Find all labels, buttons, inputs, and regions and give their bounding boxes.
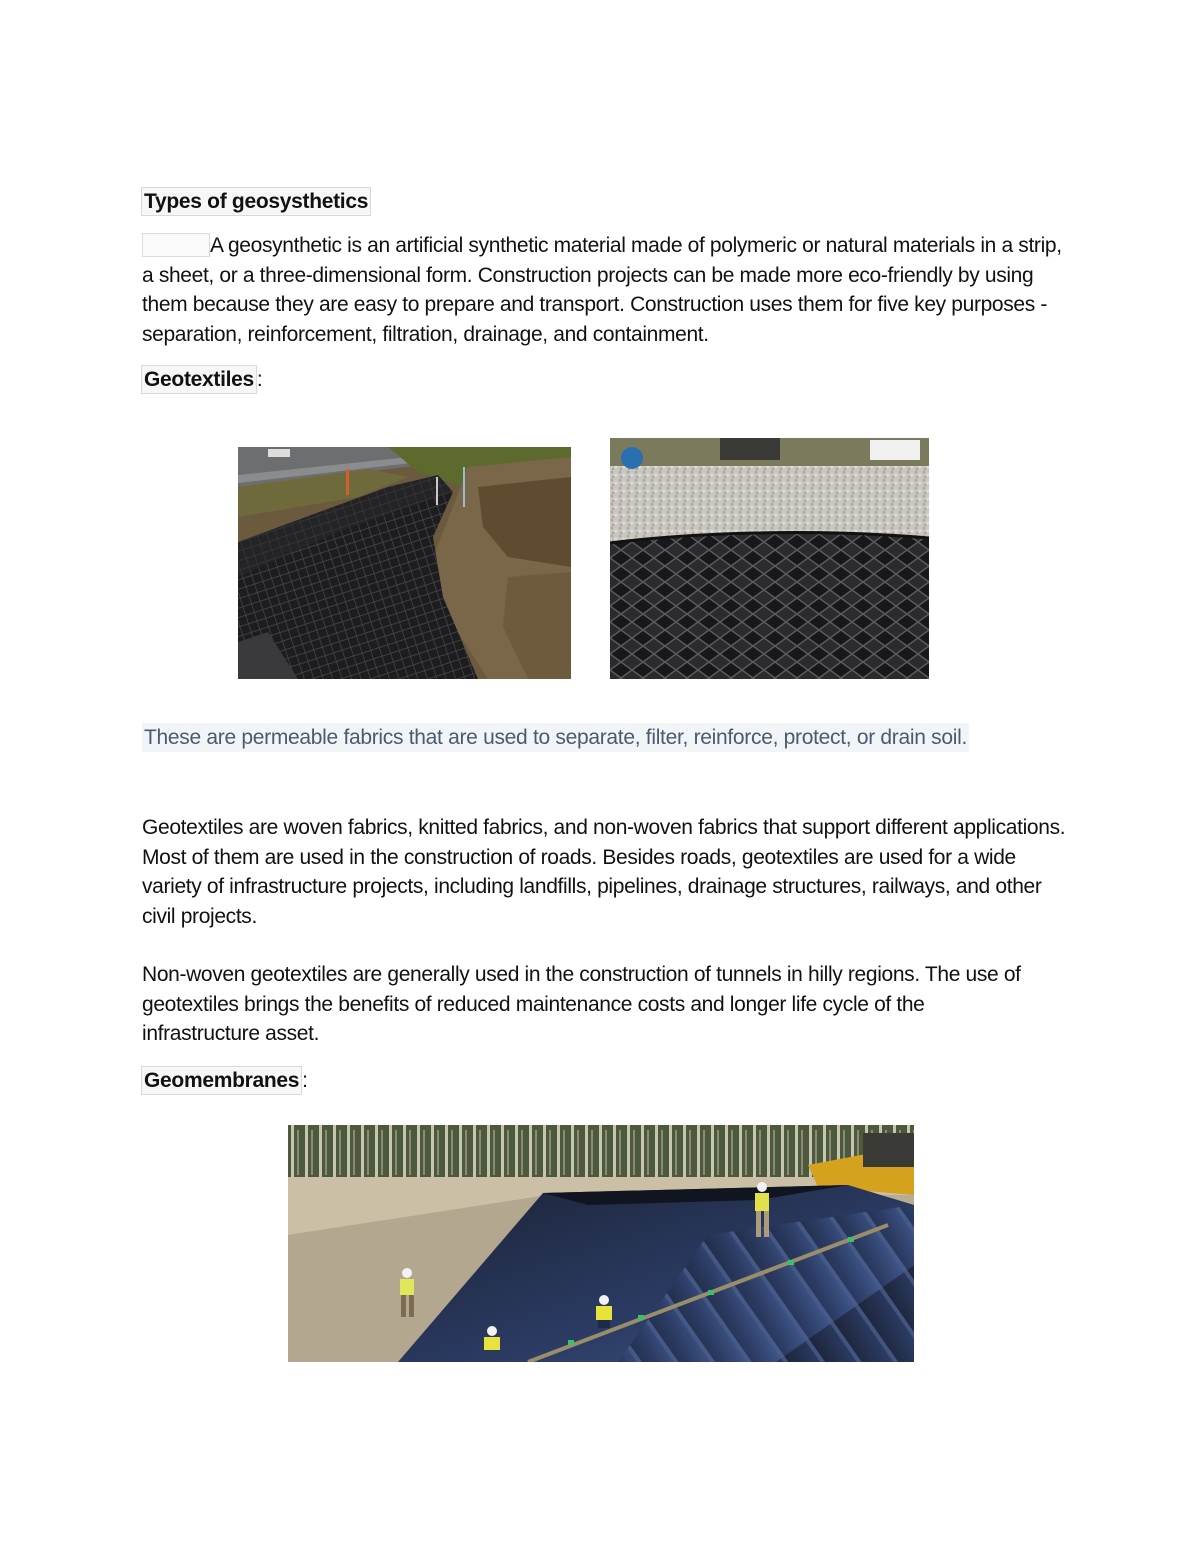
indent-placeholder [142,233,210,257]
heading-colon: : [302,1069,308,1092]
intro-paragraph [142,231,1067,349]
geogrid-roadside-image [238,447,571,679]
section-heading-geomembranes [141,1066,308,1095]
geomembrane-installation-image [288,1125,914,1362]
geotextile-photo-left [238,447,571,679]
geotextiles-caption: These are permeable fabrics that are used to separate, filter, reinforce, protect, or drain soil. [142,723,969,752]
geotextiles-paragraph-1: Geotextiles are woven fabrics, knitted fabrics, and non-woven fabrics that support different applications. Most of them are used in the construction of roads. Besides roads, geotextiles are used for a wide variety of infrastructure projects, including landfills, pipelines, drainage structures, railways, and other civil projects. [142,816,1066,928]
geotextiles-paragraph-2: Non-woven geotextiles are generally used in the construction of tunnels in hilly regions. The use of geotextiles brings the benefits of reduced maintenance costs and longer life cycle of the infrastructure asset. [142,963,1021,1045]
geomembrane-photo [288,1125,914,1362]
section-heading-text: Geomembranes [141,1066,302,1095]
page-title-text: Types of geosysthetics [141,187,371,216]
section-heading-geotextiles [141,365,262,394]
geotextile-photo-right [610,438,929,679]
page-title [141,187,371,216]
section-heading-text: Geotextiles [141,365,257,394]
heading-colon: : [256,368,263,391]
geocell-gravel-image [610,438,929,679]
intro-text: A geosynthetic is an artificial synthetic material made of polymeric or natural materials in a strip, a sheet, or a three-dimensional form. Construction projects can be made more eco-friendly by using them because they are easy to prepare and transport. Construction uses them for five key purposes - separation, reinforcement, filtration, drainage, and containment. [142,234,1062,346]
